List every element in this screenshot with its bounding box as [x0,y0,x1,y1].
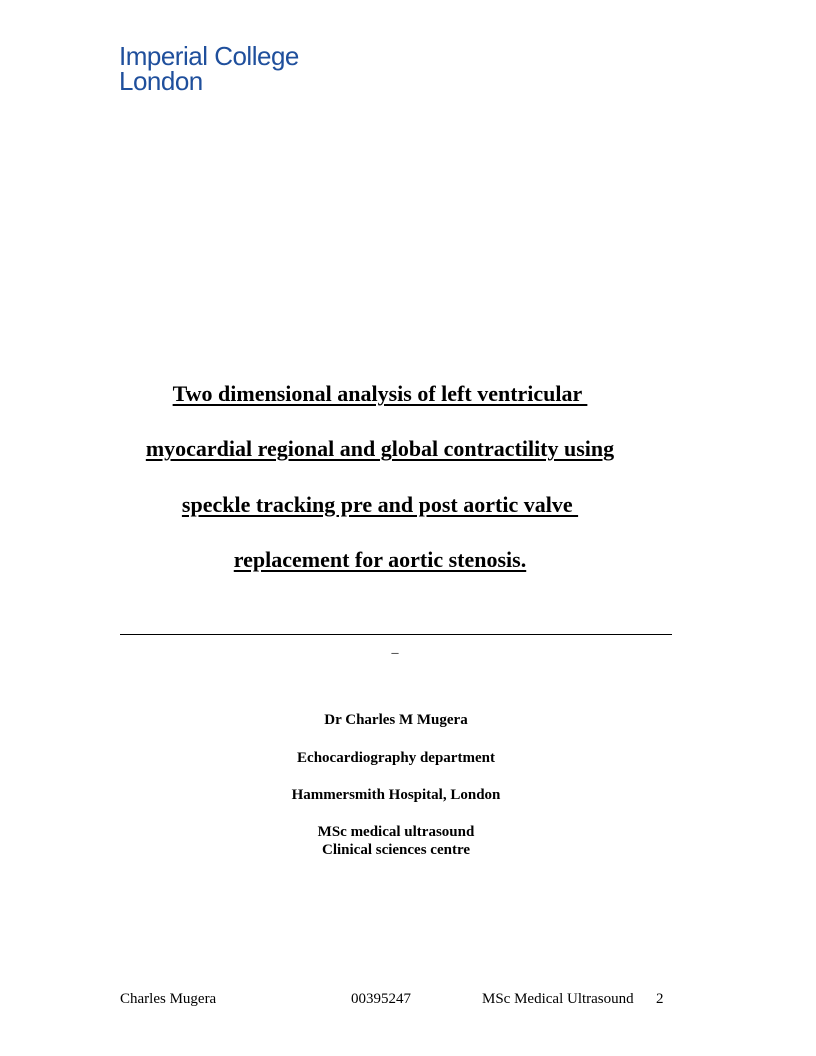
title-line-1: Two dimensional analysis of left ventricular [172,381,588,406]
document-title [0,366,760,587]
logo-line-1: Imperial College [119,41,299,71]
title-line-2: myocardial regional and global contractility using [145,436,615,462]
horizontal-rule [120,634,672,635]
footer-page-number: 2 [656,991,664,1007]
separator-dash: _ [391,641,399,656]
course-block [0,823,792,859]
footer-student-id: 00395247 [351,991,411,1007]
author-department: Echocardiography department [297,750,495,766]
footer-name: Charles Mugera [120,991,217,1007]
hospital-block [0,786,792,804]
title-line-3: speckle tracking pre and post aortic valve [181,491,579,517]
title-line-4: replacement for aortic stenosis. [233,546,527,572]
logo-line-2: London [119,66,203,96]
author-name: Dr Charles M Mugera [324,712,468,728]
author-centre: Clinical sciences centre [321,842,470,858]
author-hospital: Hammersmith Hospital, London [291,787,501,803]
author-course: MSc medical ultrasound [317,824,475,840]
department-block [0,749,792,767]
footer-course: MSc Medical Ultrasound [482,991,634,1007]
author-name-block [0,711,792,729]
imperial-college-logo [119,41,299,96]
